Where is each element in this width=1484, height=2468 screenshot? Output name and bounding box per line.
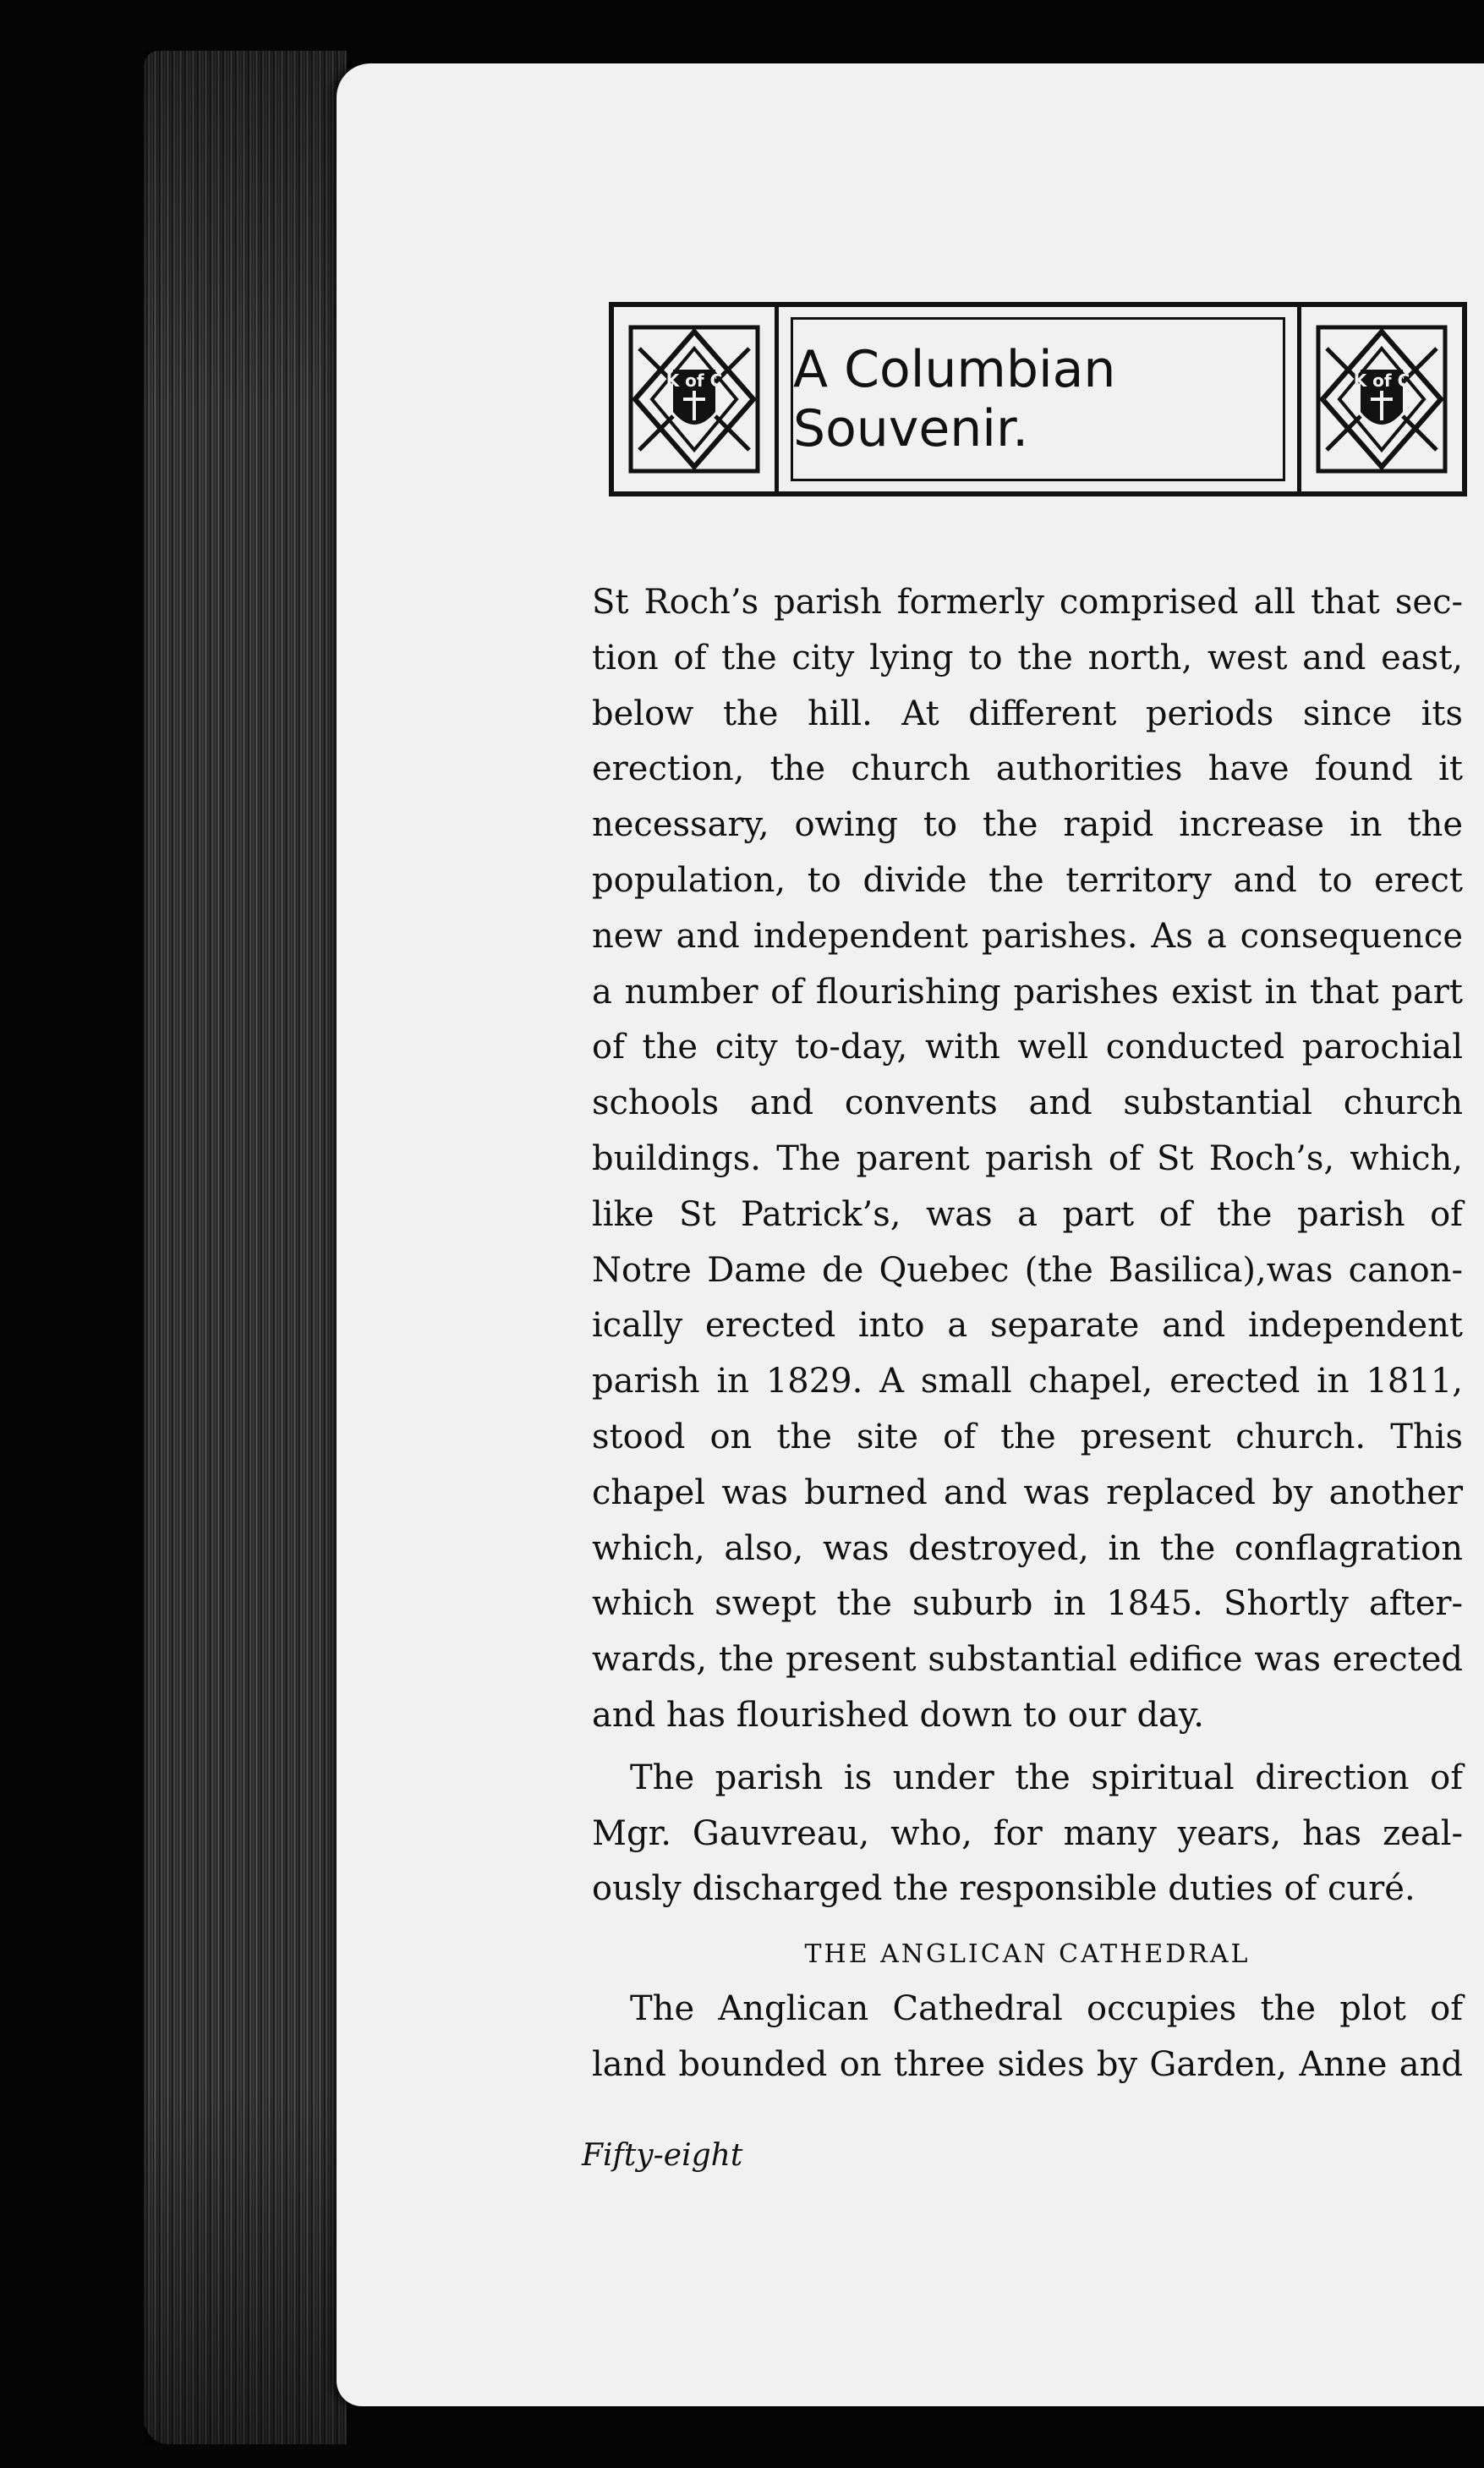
text-line: The parish is under the spiritual direction of [630,1758,1463,1797]
kofc-emblem-right-icon [1310,319,1454,480]
text-line: which, also, was destroyed, in the conflagration [592,1528,1463,1568]
banner-title: A Columbian Souvenir. [793,340,1116,458]
text-line: St Roch’s parish formerly comprised all that sec- [592,583,1463,622]
text-line: The Anglican Cathedral occupies the plot of [630,1989,1463,2029]
text-line: ously discharged the responsible duties of curé. [592,1869,1416,1909]
text-line: and has flourished down to our day. [592,1695,1204,1735]
text-line: land bounded on three sides by Garden, Anne and [592,2044,1463,2084]
svg-text:K of C: K of C [665,370,723,391]
text-line: necessary, owing to the rapid increase in the [592,805,1463,845]
text-line: new and independent parishes. As a consequence [592,916,1463,956]
paragraph-gauvreau [592,1751,1463,1917]
paragraph-anglican-cathedral [592,1982,1463,2093]
text-line: of the city to-day, with well conducted parochial [592,1028,1463,1067]
text-line: wards, the present substantial edifice was erected [592,1640,1463,1680]
text-line: below the hill. At different periods since its [592,694,1463,733]
text-line: buildings. The parent parish of St Roch’s, which, [592,1138,1463,1178]
text-line: schools and convents and substantial church [592,1083,1463,1123]
text-line: erection, the church authorities have found it [592,749,1463,789]
page-number: Fifty-eight [582,2138,743,2173]
text-line: a number of flourishing parishes exist in that part [592,972,1463,1012]
text-line: chapel was burned and was replaced by another [592,1473,1463,1512]
text-line: like St Patrick’s, was a part of the parish of [592,1194,1463,1234]
kofc-emblem-right [1297,307,1462,491]
svg-text:K of C: K of C [1353,370,1410,391]
paragraph-st-roch [592,575,1463,1744]
kofc-emblem-left [614,307,779,491]
text-line: tion of the city lying to the north, west and east, [592,638,1463,677]
banner-title-box [791,317,1285,481]
text-line: parish in 1829. A small chapel, erected in 1811, [592,1362,1463,1401]
text-line: ically erected into a separate and independent [592,1306,1463,1346]
text-line: Mgr. Gauvreau, who, for many years, has zeal- [592,1813,1463,1853]
text-line: stood on the site of the present church. This [592,1417,1463,1456]
page-header-banner [609,302,1467,496]
section-heading: THE ANGLICAN CATHEDRAL [804,1939,1251,1970]
page-edges [144,51,347,2444]
text-line: Notre Dame de Quebec (the Basilica),was canon- [592,1250,1463,1290]
kofc-emblem-left-icon [622,319,766,480]
text-line: population, to divide the territory and to erect [592,860,1463,900]
body-text [592,575,1463,2093]
text-line: which swept the suburb in 1845. Shortly after- [592,1584,1463,1624]
